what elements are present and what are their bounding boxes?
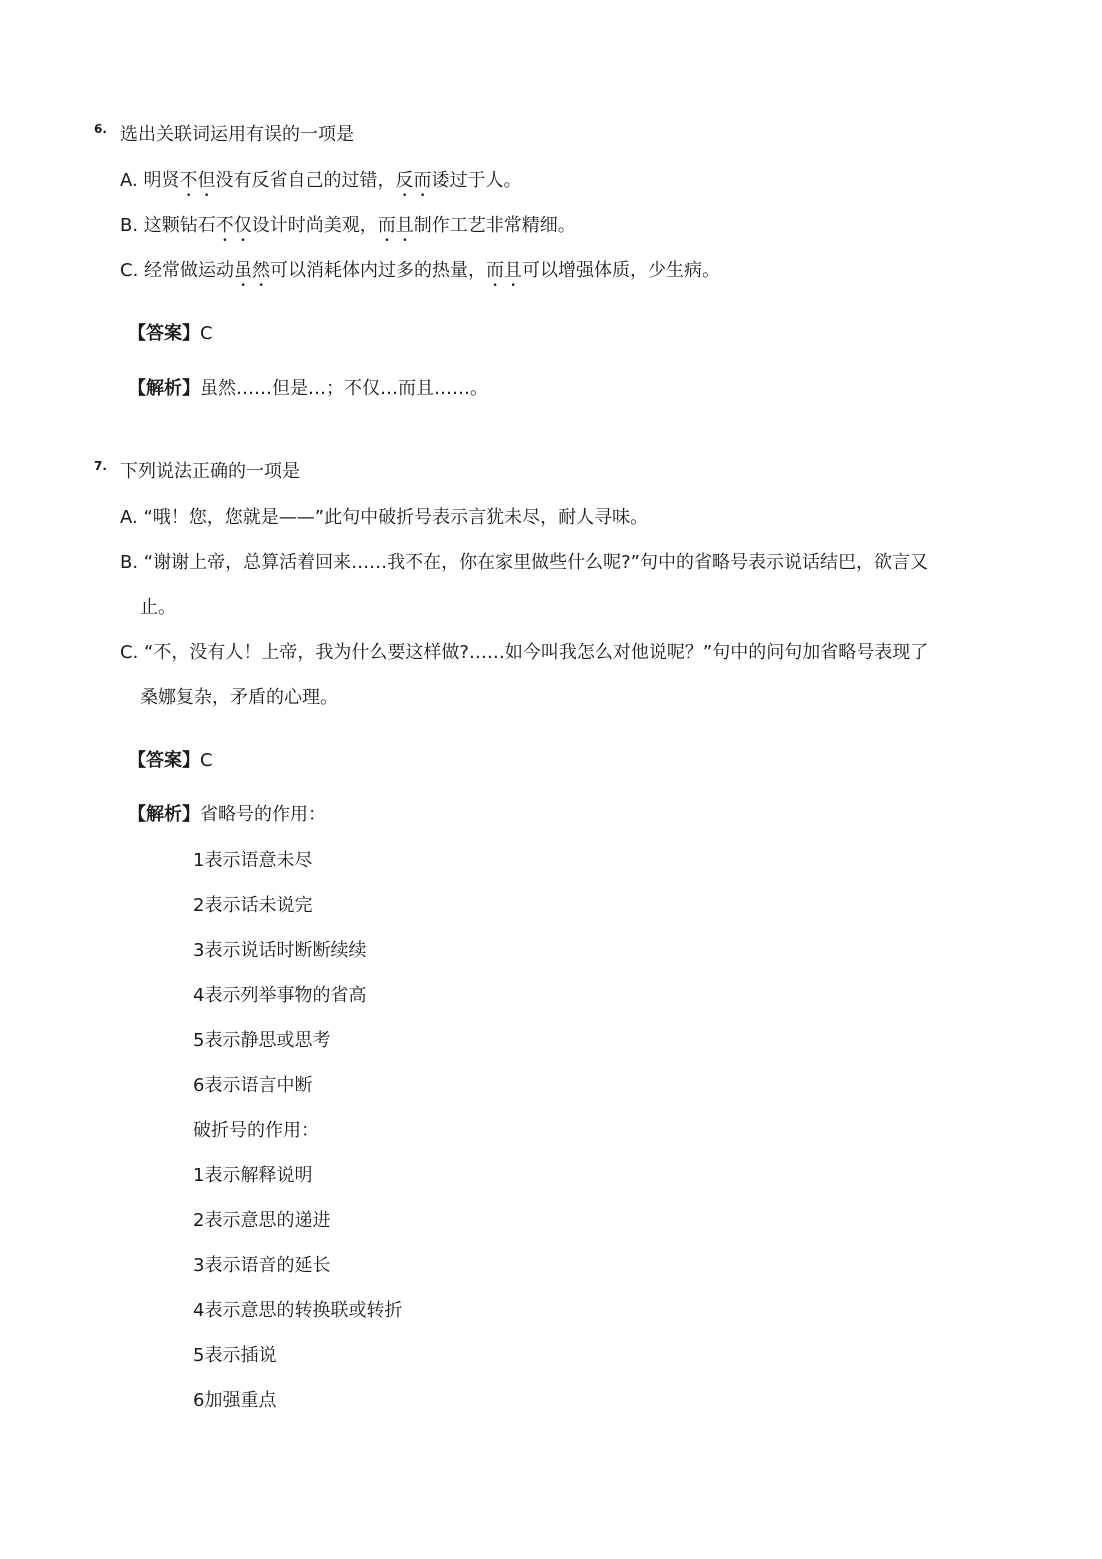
dash-heading: 破折号的作用： (193, 1120, 319, 1141)
option-text: 设计时尚美观， (251, 215, 378, 236)
question-stem: 选出关联词运用有误的一项是 (120, 124, 354, 145)
option-text: 诿过于人。 (431, 170, 522, 191)
emphasized-conjunction: 而且 (486, 260, 523, 281)
analysis-text: 虽然……但是…；不仅…而且……。 (200, 378, 488, 399)
list-item: 2表示话未说完 (193, 895, 313, 916)
list-item: 4表示列举事物的省高 (193, 985, 367, 1006)
option-text: 没有反省自己的过错， (215, 170, 396, 191)
analysis-label: 【解析】 (128, 804, 200, 825)
option-a: A. “哦！您，您就是——”此句中破折号表示言犹未尽，耐人寻味。 (120, 507, 649, 528)
emphasized-conjunction: 不但 (179, 170, 216, 191)
option-b-continued: 止。 (140, 597, 176, 618)
question-number: 6. (94, 122, 107, 136)
answer-value: C (200, 323, 213, 344)
list-item: 1表示解释说明 (193, 1165, 313, 1186)
option-b (120, 213, 576, 246)
analysis-row (128, 802, 326, 828)
emphasized-conjunction: 而且 (377, 215, 414, 236)
option-a (120, 168, 521, 201)
list-item: 4表示意思的转换联或转折 (193, 1300, 403, 1321)
answer-row (128, 748, 213, 774)
list-item: 5表示静思或思考 (193, 1030, 331, 1051)
analysis-text: 省略号的作用： (200, 804, 326, 825)
option-b: B. “谢谢上帝，总算活着回来……我不在，你在家里做些什么呢?”句中的省略号表示说话结巴，欲言又 (120, 552, 928, 573)
list-item: 1表示语意未尽 (193, 850, 313, 871)
option-c (120, 258, 720, 291)
list-item: 6加强重点 (193, 1390, 277, 1411)
question-number: 7. (94, 459, 107, 473)
answer-row (128, 321, 213, 347)
option-text: 制作工艺非常精细。 (413, 215, 576, 236)
question-stem: 下列说法正确的一项是 (120, 461, 300, 482)
analysis-row (128, 376, 488, 402)
option-c: C. “不，没有人！上帝，我为什么要这样做?……如今叫我怎么对他说呢？”句中的问句加省略号表现了 (120, 642, 929, 663)
option-c-continued: 桑娜复杂，矛盾的心理。 (140, 687, 338, 708)
list-item: 6表示语言中断 (193, 1075, 313, 1096)
option-text: 可以消耗体内过多的热量， (270, 260, 487, 281)
answer-value: C (200, 750, 213, 771)
list-item: 3表示说话时断断续续 (193, 940, 367, 961)
emphasized-conjunction: 虽然 (234, 260, 271, 281)
emphasized-conjunction: 不仅 (215, 215, 252, 236)
list-item: 2表示意思的递进 (193, 1210, 331, 1231)
emphasized-conjunction: 反而 (395, 170, 432, 191)
answer-label: 【答案】 (128, 750, 200, 771)
list-item: 5表示插说 (193, 1345, 277, 1366)
option-text: C. 经常做运动 (120, 260, 235, 281)
answer-label: 【答案】 (128, 323, 200, 344)
list-item: 3表示语音的延长 (193, 1255, 331, 1276)
option-text: 可以增强体质，少生病。 (522, 260, 721, 281)
option-text: A. 明贤 (120, 170, 180, 191)
analysis-label: 【解析】 (128, 378, 200, 399)
option-text: B. 这颗钻石 (120, 215, 216, 236)
